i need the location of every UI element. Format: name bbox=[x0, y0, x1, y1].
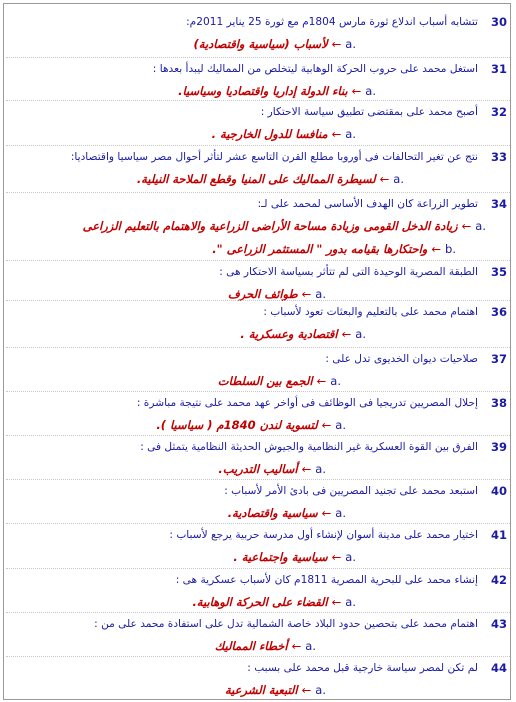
answer-text: أخطاء المماليك bbox=[214, 639, 288, 653]
answer-text: طوائف الحرف bbox=[227, 287, 298, 301]
answer-text: القضاء على الحركة الوهابية. bbox=[192, 595, 328, 609]
separator bbox=[6, 347, 510, 348]
answer-line bbox=[0, 550, 516, 565]
separator bbox=[6, 435, 510, 436]
answer-label: a. bbox=[345, 127, 356, 141]
question-text: الطبقة المصرية الوحيدة التى لم تتأثر بسياسة الاحتكار هى : bbox=[219, 266, 478, 278]
answer-label: a. bbox=[315, 287, 326, 301]
arrow-icon: ← bbox=[301, 287, 312, 301]
arrow-icon: ← bbox=[341, 327, 352, 341]
answer-text: بناء الدولة إداريا واقتصاديا وسياسيا. bbox=[178, 84, 348, 98]
question-number: 32 bbox=[490, 105, 507, 119]
arrow-icon: ← bbox=[291, 639, 302, 653]
answer-label: a. bbox=[365, 84, 376, 98]
question-number: 39 bbox=[490, 440, 507, 454]
question-text: تطوير الزراعة كان الهدف الأساسى لمحمد على لـ: bbox=[257, 198, 478, 210]
answer-text: أساليب التدريب. bbox=[218, 462, 298, 476]
answer-text: سياسية واجتماعية . bbox=[233, 550, 328, 564]
separator bbox=[6, 57, 510, 58]
question-number: 38 bbox=[490, 396, 507, 410]
arrow-icon: ← bbox=[331, 550, 342, 564]
arrow-icon: ← bbox=[301, 462, 312, 476]
separator bbox=[6, 391, 510, 392]
question-number: 31 bbox=[490, 62, 507, 76]
separator bbox=[6, 145, 510, 146]
question-number: 43 bbox=[490, 617, 507, 631]
answer-label: a. bbox=[305, 639, 316, 653]
question-text: إنشاء محمد على للبحرية المصرية 1811م كان لأسباب عسكرية هى : bbox=[175, 574, 478, 586]
separator bbox=[6, 523, 510, 524]
question-number: 42 bbox=[490, 573, 507, 587]
answer-label: a. bbox=[475, 219, 486, 233]
question-text: نتج عن تغير التحالفات فى أوروبا مطلع القرن التاسع عشر لتأثر أحوال مصر سياسيا واقتصاديا: bbox=[70, 151, 478, 163]
question-text: إحلال المصريين تدريجيا فى الوظائف فى أواخر عهد محمد على نتيجة مباشرة : bbox=[136, 397, 478, 409]
separator bbox=[6, 300, 510, 301]
question-number: 44 bbox=[490, 661, 507, 675]
answer-line bbox=[0, 595, 516, 610]
question-number: 37 bbox=[490, 352, 507, 366]
separator bbox=[6, 100, 510, 101]
separator bbox=[6, 479, 510, 480]
question-text: اهتمام محمد على بالتعليم والبعثات تعود لأسباب : bbox=[263, 306, 478, 318]
arrow-icon: ← bbox=[331, 37, 342, 51]
question-text: اختيار محمد على مدينة أسوان لإنشاء أول مدرسة حربية يرجع لأسباب : bbox=[169, 529, 478, 541]
answer-line bbox=[0, 127, 516, 142]
question-number: 40 bbox=[490, 484, 507, 498]
arrow-icon: ← bbox=[379, 172, 390, 186]
separator bbox=[6, 192, 510, 193]
answer-label: a. bbox=[330, 374, 341, 388]
question-text: أصبح محمد على بمقتضى تطبيق سياسة الاحتكار : bbox=[260, 106, 478, 118]
arrow-icon: ← bbox=[431, 242, 442, 256]
answer-label: a. bbox=[345, 595, 356, 609]
question-text: لم تكن لمصر سياسة خارجية قبل محمد على بسبب : bbox=[247, 662, 478, 674]
answer-line bbox=[0, 639, 516, 654]
answer-text: لتسوية لندن 1840م ( سياسيا ). bbox=[156, 418, 318, 432]
question-number: 34 bbox=[490, 197, 507, 211]
question-text: صلاحيات ديوان الخديوى تدل على : bbox=[325, 353, 478, 365]
question-text: اهتمام محمد على بتحصين حدود البلاد خاصة الشمالية تدل على استفادة محمد على من : bbox=[94, 618, 478, 630]
answer-line bbox=[0, 506, 516, 521]
question-text: الفرق بين القوة العسكرية غير النظامية والجيوش الحديثة النظامية يتمثل فى : bbox=[140, 441, 478, 453]
separator bbox=[6, 612, 510, 613]
answer-line bbox=[0, 37, 516, 52]
answer-line bbox=[0, 219, 516, 234]
answer-label: a. bbox=[393, 172, 404, 186]
arrow-icon: ← bbox=[331, 595, 342, 609]
separator bbox=[6, 568, 510, 569]
arrow-icon: ← bbox=[316, 374, 327, 388]
answer-label: b. bbox=[445, 242, 456, 256]
answer-text: التبعية الشرعية bbox=[224, 683, 298, 697]
answer-label: a. bbox=[345, 550, 356, 564]
answer-line bbox=[0, 242, 516, 257]
answer-text: اقتصادية وعسكرية . bbox=[240, 327, 338, 341]
question-number: 35 bbox=[490, 265, 507, 279]
question-number: 33 bbox=[490, 150, 507, 164]
answer-text: واحتكارها بقيامه بدور " المستثمر الزراعى ". bbox=[212, 242, 428, 256]
arrow-icon: ← bbox=[461, 219, 472, 233]
answer-line bbox=[0, 462, 516, 477]
answer-label: a. bbox=[315, 462, 326, 476]
answer-line bbox=[0, 374, 516, 389]
answer-line bbox=[0, 327, 516, 342]
arrow-icon: ← bbox=[331, 127, 342, 141]
question-number: 36 bbox=[490, 305, 507, 319]
answer-label: a. bbox=[345, 37, 356, 51]
question-number: 30 bbox=[490, 15, 507, 29]
answer-text: منافسا للدول الخارجية . bbox=[211, 127, 328, 141]
answer-text: لسيطرة المماليك على المنيا وقطع الملاحة النيلية. bbox=[136, 172, 376, 186]
answer-text: الجمع بين السلطات bbox=[217, 374, 313, 388]
question-number: 41 bbox=[490, 528, 507, 542]
answer-line bbox=[0, 84, 516, 99]
answer-label: a. bbox=[335, 418, 346, 432]
answer-line bbox=[0, 418, 516, 433]
separator bbox=[6, 656, 510, 657]
answer-label: a. bbox=[355, 327, 366, 341]
question-text: استغل محمد على حروب الحركة الوهابية ليتخلص من المماليك ليبدأ بعدها : bbox=[152, 63, 478, 75]
answer-text: زيادة الدخل القومى وزيادة مساحة الأراضى الزراعية والاهتمام بالتعليم الزراعى bbox=[82, 219, 458, 233]
answer-label: a. bbox=[315, 683, 326, 697]
arrow-icon: ← bbox=[301, 683, 312, 697]
separator bbox=[6, 260, 510, 261]
arrow-icon: ← bbox=[321, 506, 332, 520]
arrow-icon: ← bbox=[321, 418, 332, 432]
answer-text: سياسية واقتصادية. bbox=[227, 506, 318, 520]
answer-line bbox=[0, 683, 516, 698]
question-text: استبعد محمد على تجنيد المصريين فى بادئ الأمر لأسباب : bbox=[224, 485, 478, 497]
arrow-icon: ← bbox=[351, 84, 362, 98]
answer-label: a. bbox=[335, 506, 346, 520]
question-text: تتشابه أسباب اندلاع ثورة مارس 1804م مع ثورة 25 يناير 2011م: bbox=[186, 16, 478, 28]
answer-text: لأسباب (سياسية واقتصادية) bbox=[193, 37, 328, 51]
answer-line bbox=[0, 172, 516, 187]
